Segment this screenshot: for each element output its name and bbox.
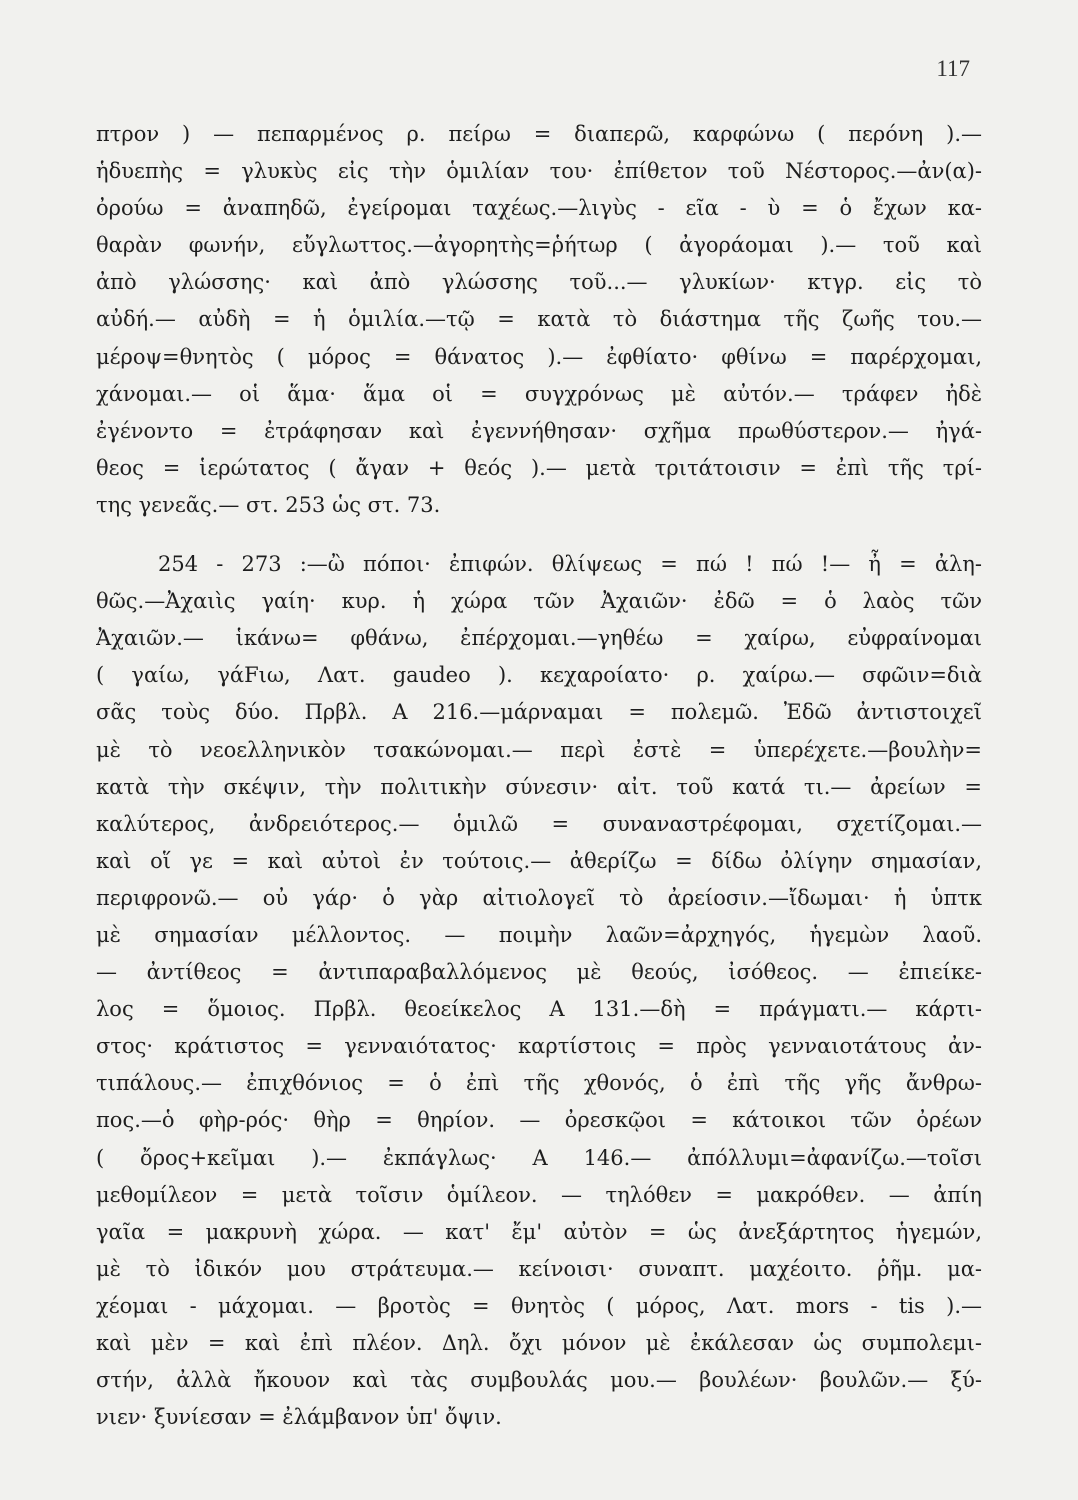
text-line: ὀρούω = ἀναπηδῶ, ἐγείρομαι ταχέως.—λιγὺς - εῖα - ὺ = ὁ ἔχων κα- — [96, 196, 982, 221]
paragraph-2 — [96, 546, 982, 1436]
text-line: μὲ σημασίαν μέλλοντος. — ποιμὴν λαῶν=ἀρχηγός, ἡγεμὼν λαοῦ. — [96, 922, 982, 947]
text-line: — ἀντίθεος = ἀντιπαραβαλλόμενος μὲ θεούς, ἰσόθεος. — ἐπιείκε- — [96, 960, 982, 985]
text-line: ἐγένοντο = ἐτράφησαν καὶ ἐγεννήθησαν· σχῆμα πρωθύστερον.— ἠγά- — [96, 418, 982, 443]
text-line: αὐδή.— αὐδὴ = ἡ ὁμιλία.—τῷ = κατὰ τὸ διάστημα τῆς ζωῆς του.— — [96, 307, 982, 332]
paragraph-1 — [96, 116, 982, 524]
text-line: θεος = ἱερώτατος ( ἄγαν + θεός ).— μετὰ τριτάτοισιν = ἐπὶ τῆς τρί- — [96, 455, 982, 480]
text-line: θῶς.—Ἀχαιὶς γαίη· κυρ. ἡ χώρα τῶν Ἀχαιῶν· ἐδῶ = ὁ λαὸς τῶν — [96, 589, 982, 614]
text-line: καὶ οἵ γε = καὶ αὐτοὶ ἐν τούτοις.— ἀθερίζω = δίδω ὀλίγην σημασίαν, — [96, 848, 982, 873]
text-line: μὲ τὸ νεοελληνικὸν τσακώνομαι.— περὶ ἐστὲ = ὑπερέχετε.—βουλὴν= — [96, 737, 982, 762]
text-line: μέροψ=θνητὸς ( μόρος = θάνατος ).— ἐφθίατο· φθίνω = παρέρχομαι, — [96, 344, 982, 369]
text-line: 254 - 273 :—ὢ πόποι· ἐπιφών. θλίψεως = πώ ! πώ !— ἦ = ἀλη- — [158, 552, 982, 577]
text-line: περιφρονῶ.— οὐ γάρ· ὁ γὰρ αἰτιολογεῖ τὸ ἀρείοσιν.—ἴδωμαι· ἡ ὑπτκ — [96, 885, 982, 910]
paragraph-gap — [96, 524, 982, 546]
text-line: ἡδυεπὴς = γλυκὺς εἰς τὴν ὁμιλίαν του· ἐπίθετον τοῦ Νέστορος.—ἀν(α)- — [96, 159, 982, 184]
text-line: ( γαίω, γάFιω, Λατ. gaudeo ). κεχαροίατο· ρ. χαίρω.— σφῶιν=διὰ — [96, 663, 982, 688]
text-line: ἀπὸ γλώσσης· καὶ ἀπὸ γλώσσης τοῦ...— γλυκίων· κτγρ. εἰς τὸ — [96, 270, 982, 295]
text-line: μεθομίλεον = μετὰ τοῖσιν ὁμίλεον. — τηλόθεν = μακρόθεν. — ἀπίη — [96, 1182, 982, 1207]
text-line: πος.—ὁ φὴρ-ρός· θὴρ = θηρίον. — ὀρεσκῷοι = κάτοικοι τῶν ὀρέων — [96, 1108, 982, 1133]
text-line: νιεν· ξυνίεσαν = ἐλάμβανον ὑπ' ὄψιν. — [96, 1405, 502, 1430]
text-line: ( ὄρος+κεῖμαι ).— ἐκπάγλως· Α 146.— ἀπόλλυμι=ἀφανίζω.—τοῖσι — [96, 1145, 982, 1170]
text-line: Ἀχαιῶν.— ἱκάνω= φθάνω, ἐπέρχομαι.—γηθέω = χαίρω, εὐφραίνομαι — [96, 626, 982, 651]
text-line: της γενεᾶς.— στ. 253 ὡς στ. 73. — [96, 492, 441, 517]
text-line: λος = ὅμοιος. Πρβλ. θεοείκελος Α 131.—δὴ = πράγματι.— κάρτι- — [96, 997, 982, 1022]
text-line: πτρον ) — πεπαρμένος ρ. πείρω = διαπερῶ, καρφώνω ( περόνη ).— — [96, 122, 982, 146]
text-line: χέομαι - μάχομαι. — βροτὸς = θνητὸς ( μόρος, Λατ. mors - tis ).— — [96, 1293, 982, 1318]
text-line: καὶ μὲν = καὶ ἐπὶ πλέον. Δηλ. ὄχι μόνον μὲ ἐκάλεσαν ὡς συμπολεμι- — [96, 1331, 982, 1355]
text-line: στήν, ἀλλὰ ἤκουον καὶ τὰς συμβουλάς μου.— βουλέων· βουλῶν.— ξύ- — [96, 1368, 982, 1393]
text-line: κατὰ τὴν σκέψιν, τὴν πολιτικὴν σύνεσιν· αἰτ. τοῦ κατά τι.— ἀρείων = — [96, 774, 982, 799]
text-line: σᾶς τοὺς δύο. Πρβλ. Α 216.—μάρναμαι = πολεμῶ. Ἐδῶ ἀντιστοιχεῖ — [96, 700, 982, 725]
text-line: γαῖα = μακρυνὴ χώρα. — κατ' ἔμ' αὐτὸν = ὡς ἀνεξάρτητος ἡγεμών, — [96, 1219, 982, 1244]
text-line: καλύτερος, ἀνδρειότερος.— ὁμιλῶ = συναναστρέφομαι, σχετίζομαι.— — [96, 811, 982, 836]
page-number: 117 — [936, 56, 970, 81]
commentary-text — [96, 116, 982, 1436]
text-line: χάνομαι.— οἱ ἅμα· ἅμα οἱ = συγχρόνως μὲ αὐτόν.— τράφεν ἠδὲ — [96, 381, 982, 406]
text-line: τιπάλους.— ἐπιχθόνιος = ὁ ἐπὶ τῆς χθονός, ὁ ἐπὶ τῆς γῆς ἄνθρω- — [96, 1071, 982, 1096]
text-line: στος· κράτιστος = γενναιότατος· καρτίστοις = πρὸς γενναιοτάτους ἀν- — [96, 1034, 982, 1059]
text-line: θαρὰν φωνήν, εὔγλωττος.—ἀγορητὴς=ῥήτωρ ( ἀγοράομαι ).— τοῦ καὶ — [96, 233, 982, 258]
text-line: μὲ τὸ ἰδικόν μου στράτευμα.— κείνοισι· συναπτ. μαχέοιτο. ῥῆμ. μα- — [96, 1256, 982, 1281]
